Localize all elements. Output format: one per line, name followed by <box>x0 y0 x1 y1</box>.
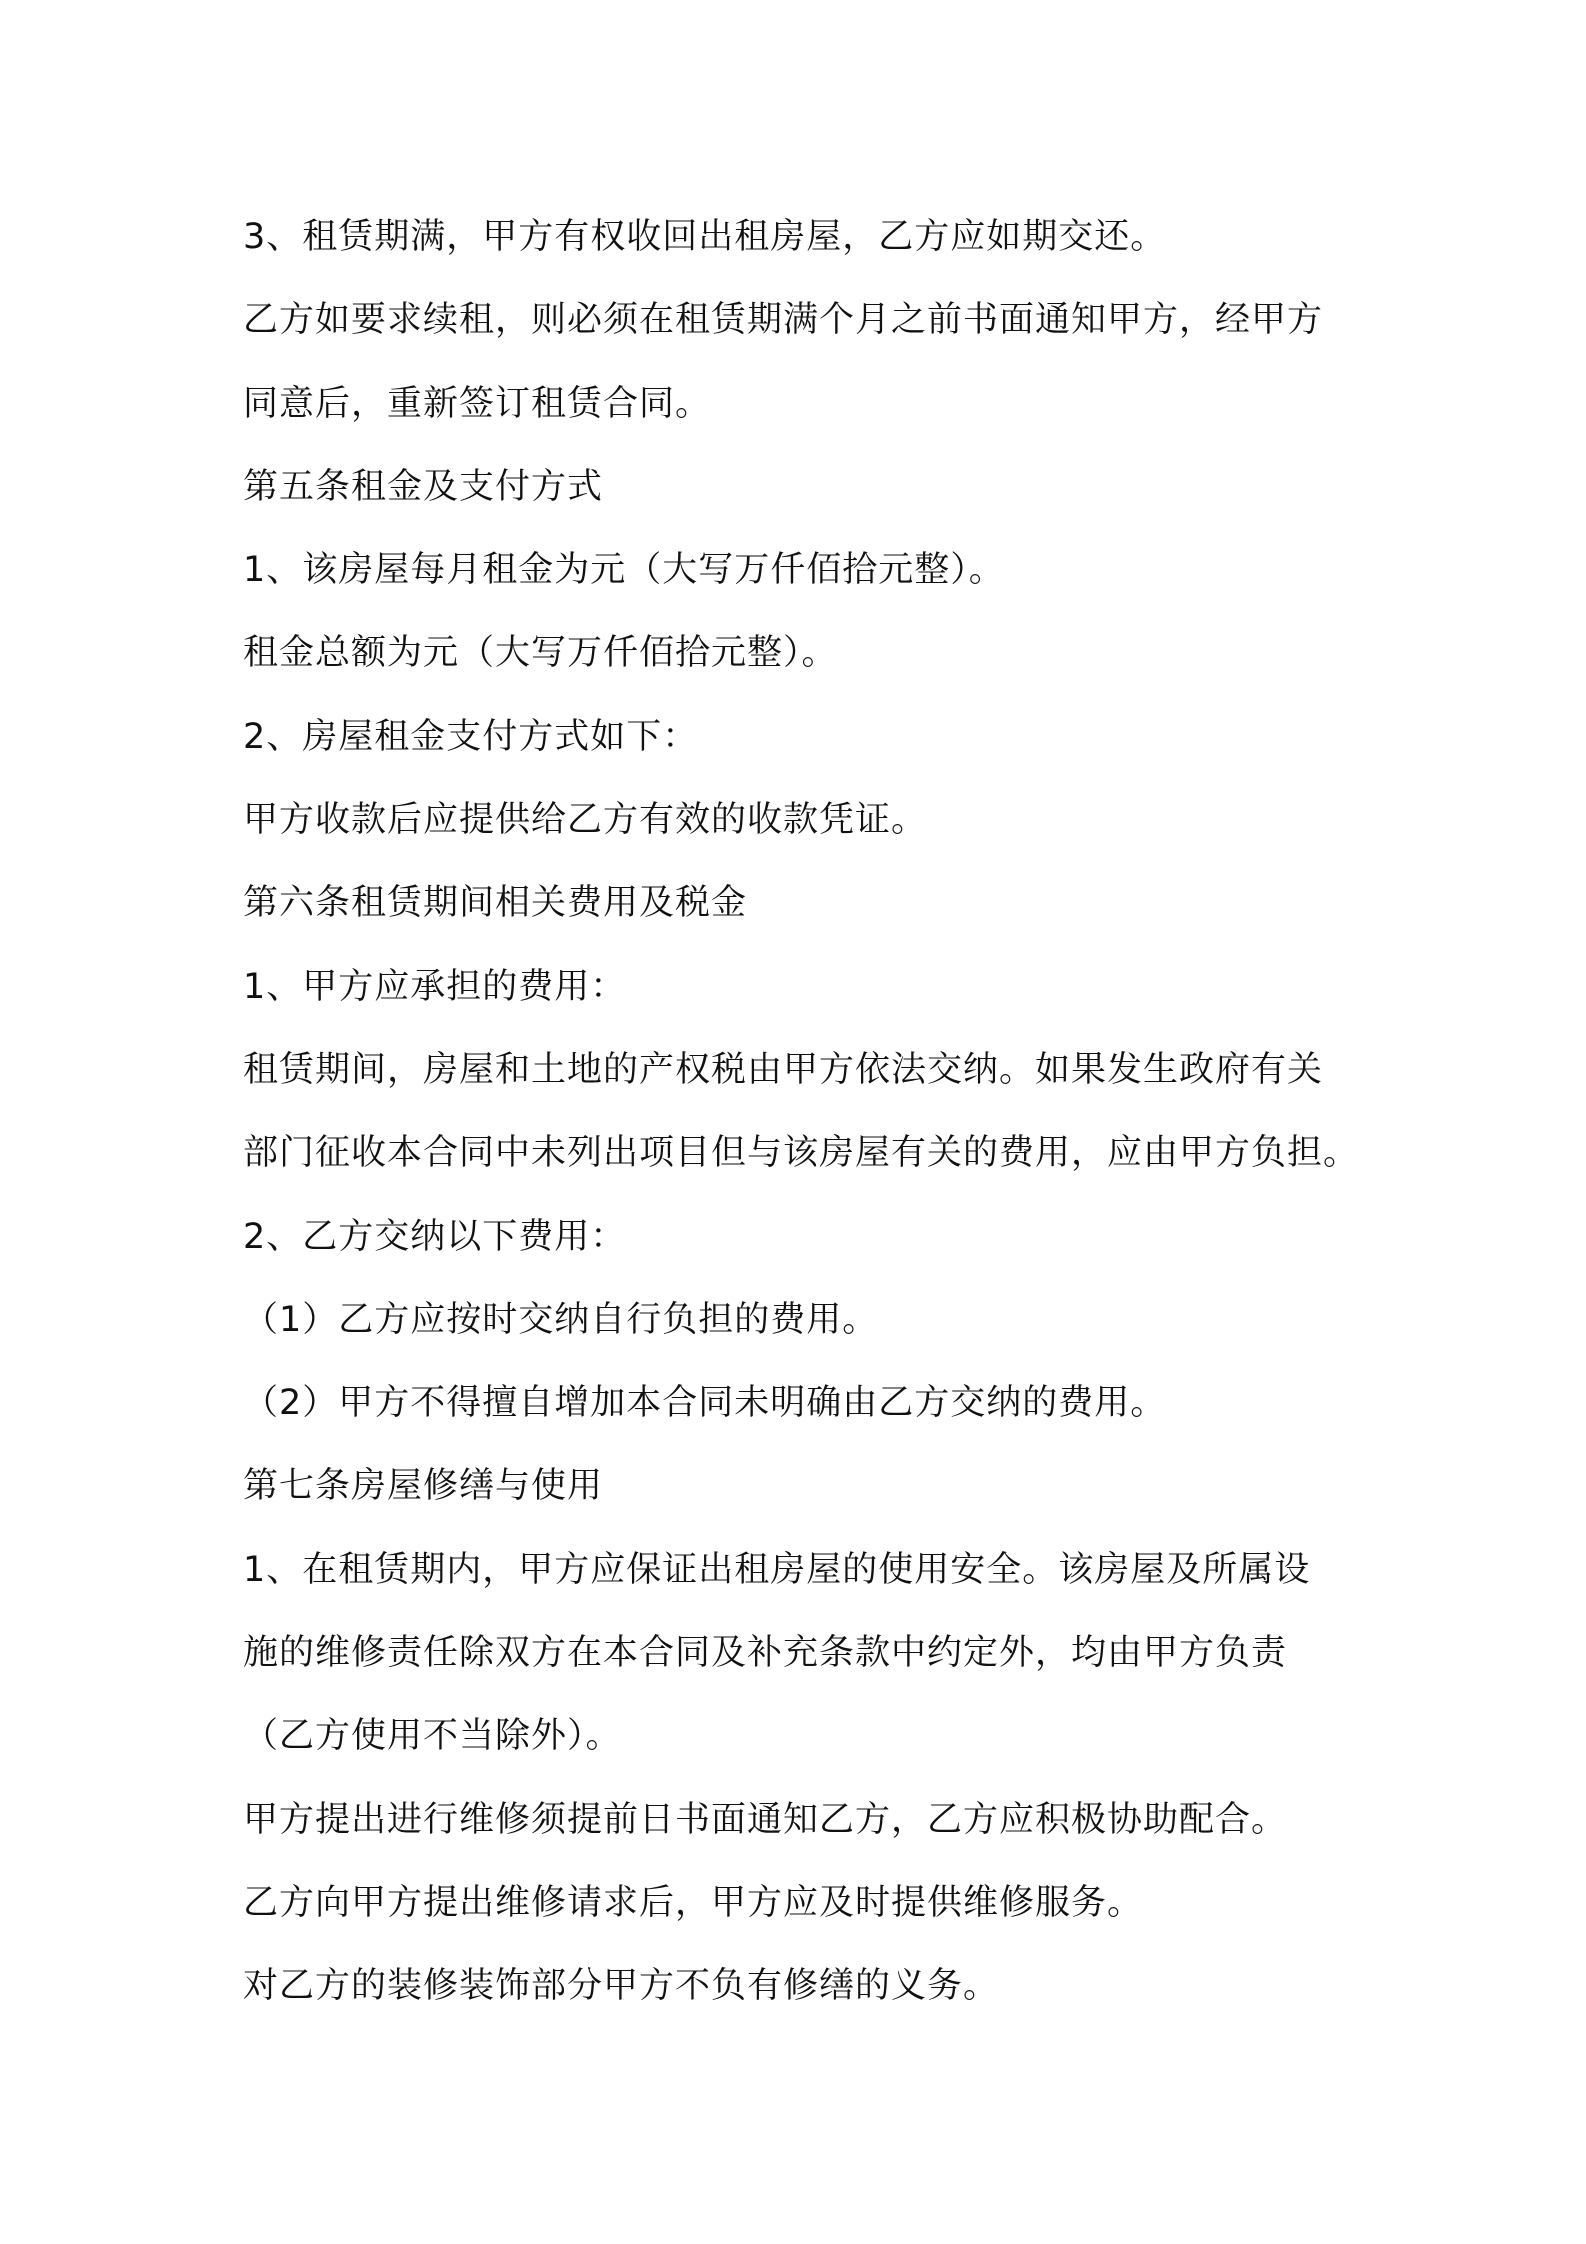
clause-text-line: 1、在租赁期内，甲方应保证出租房屋的使用安全。该房屋及所属设 <box>243 1549 1311 1590</box>
document-body <box>243 196 1393 2029</box>
clause-text-line: （2）甲方不得擅自增加本合同未明确由乙方交纳的费用。 <box>243 1383 1167 1424</box>
section-heading: 第七条房屋修缮与使用 <box>243 1466 604 1507</box>
clause-text-line: 租赁期间，房屋和土地的产权税由甲方依法交纳。如果发生政府有关 <box>243 1049 1324 1090</box>
clause-text-line: 1、该房屋每月租金为元（大写万仟佰拾元整）。 <box>243 550 1005 591</box>
clause-text-line: 3、租赁期满，甲方有权收回出租房屋，乙方应如期交还。 <box>243 217 1167 257</box>
clause-text-line: 甲方收款后应提供给乙方有效的收款凭证。 <box>243 800 928 841</box>
clause-text-line: 乙方向甲方提出维修请求后，甲方应及时提供维修服务。 <box>243 1882 1144 1923</box>
clause-text-line: 2、房屋租金支付方式如下： <box>243 716 699 757</box>
clause-text-line: （乙方使用不当除外）。 <box>243 1716 622 1757</box>
clause-text-line: 甲方提出进行维修须提前日书面通知乙方，乙方应积极协助配合。 <box>243 1799 1288 1840</box>
clause-text-line: 部门征收本合同中未列出项目但与该房屋有关的费用，应由甲方负担。 <box>243 1133 1360 1174</box>
section-heading: 第五条租金及支付方式 <box>243 466 604 507</box>
clause-text-line: 2、乙方交纳以下费用： <box>243 1216 627 1257</box>
section-heading: 第六条租赁期间相关费用及税金 <box>243 883 748 924</box>
clause-text-line: （1）乙方应按时交纳自行负担的费用。 <box>243 1299 879 1340</box>
clause-text-line: 对乙方的装修装饰部分甲方不负有修缮的义务。 <box>243 1966 1000 2007</box>
clause-text-line: 1、甲方应承担的费用： <box>243 966 627 1007</box>
clause-text-line: 租金总额为元（大写万仟佰拾元整）。 <box>243 633 838 674</box>
clause-text-line: 同意后，重新签订租赁合同。 <box>243 383 712 424</box>
clause-text-line: 施的维修责任除双方在本合同及补充条款中约定外，均由甲方负责 <box>243 1633 1288 1674</box>
clause-text-line: 乙方如要求续租，则必须在租赁期满个月之前书面通知甲方，经甲方 <box>243 300 1324 341</box>
